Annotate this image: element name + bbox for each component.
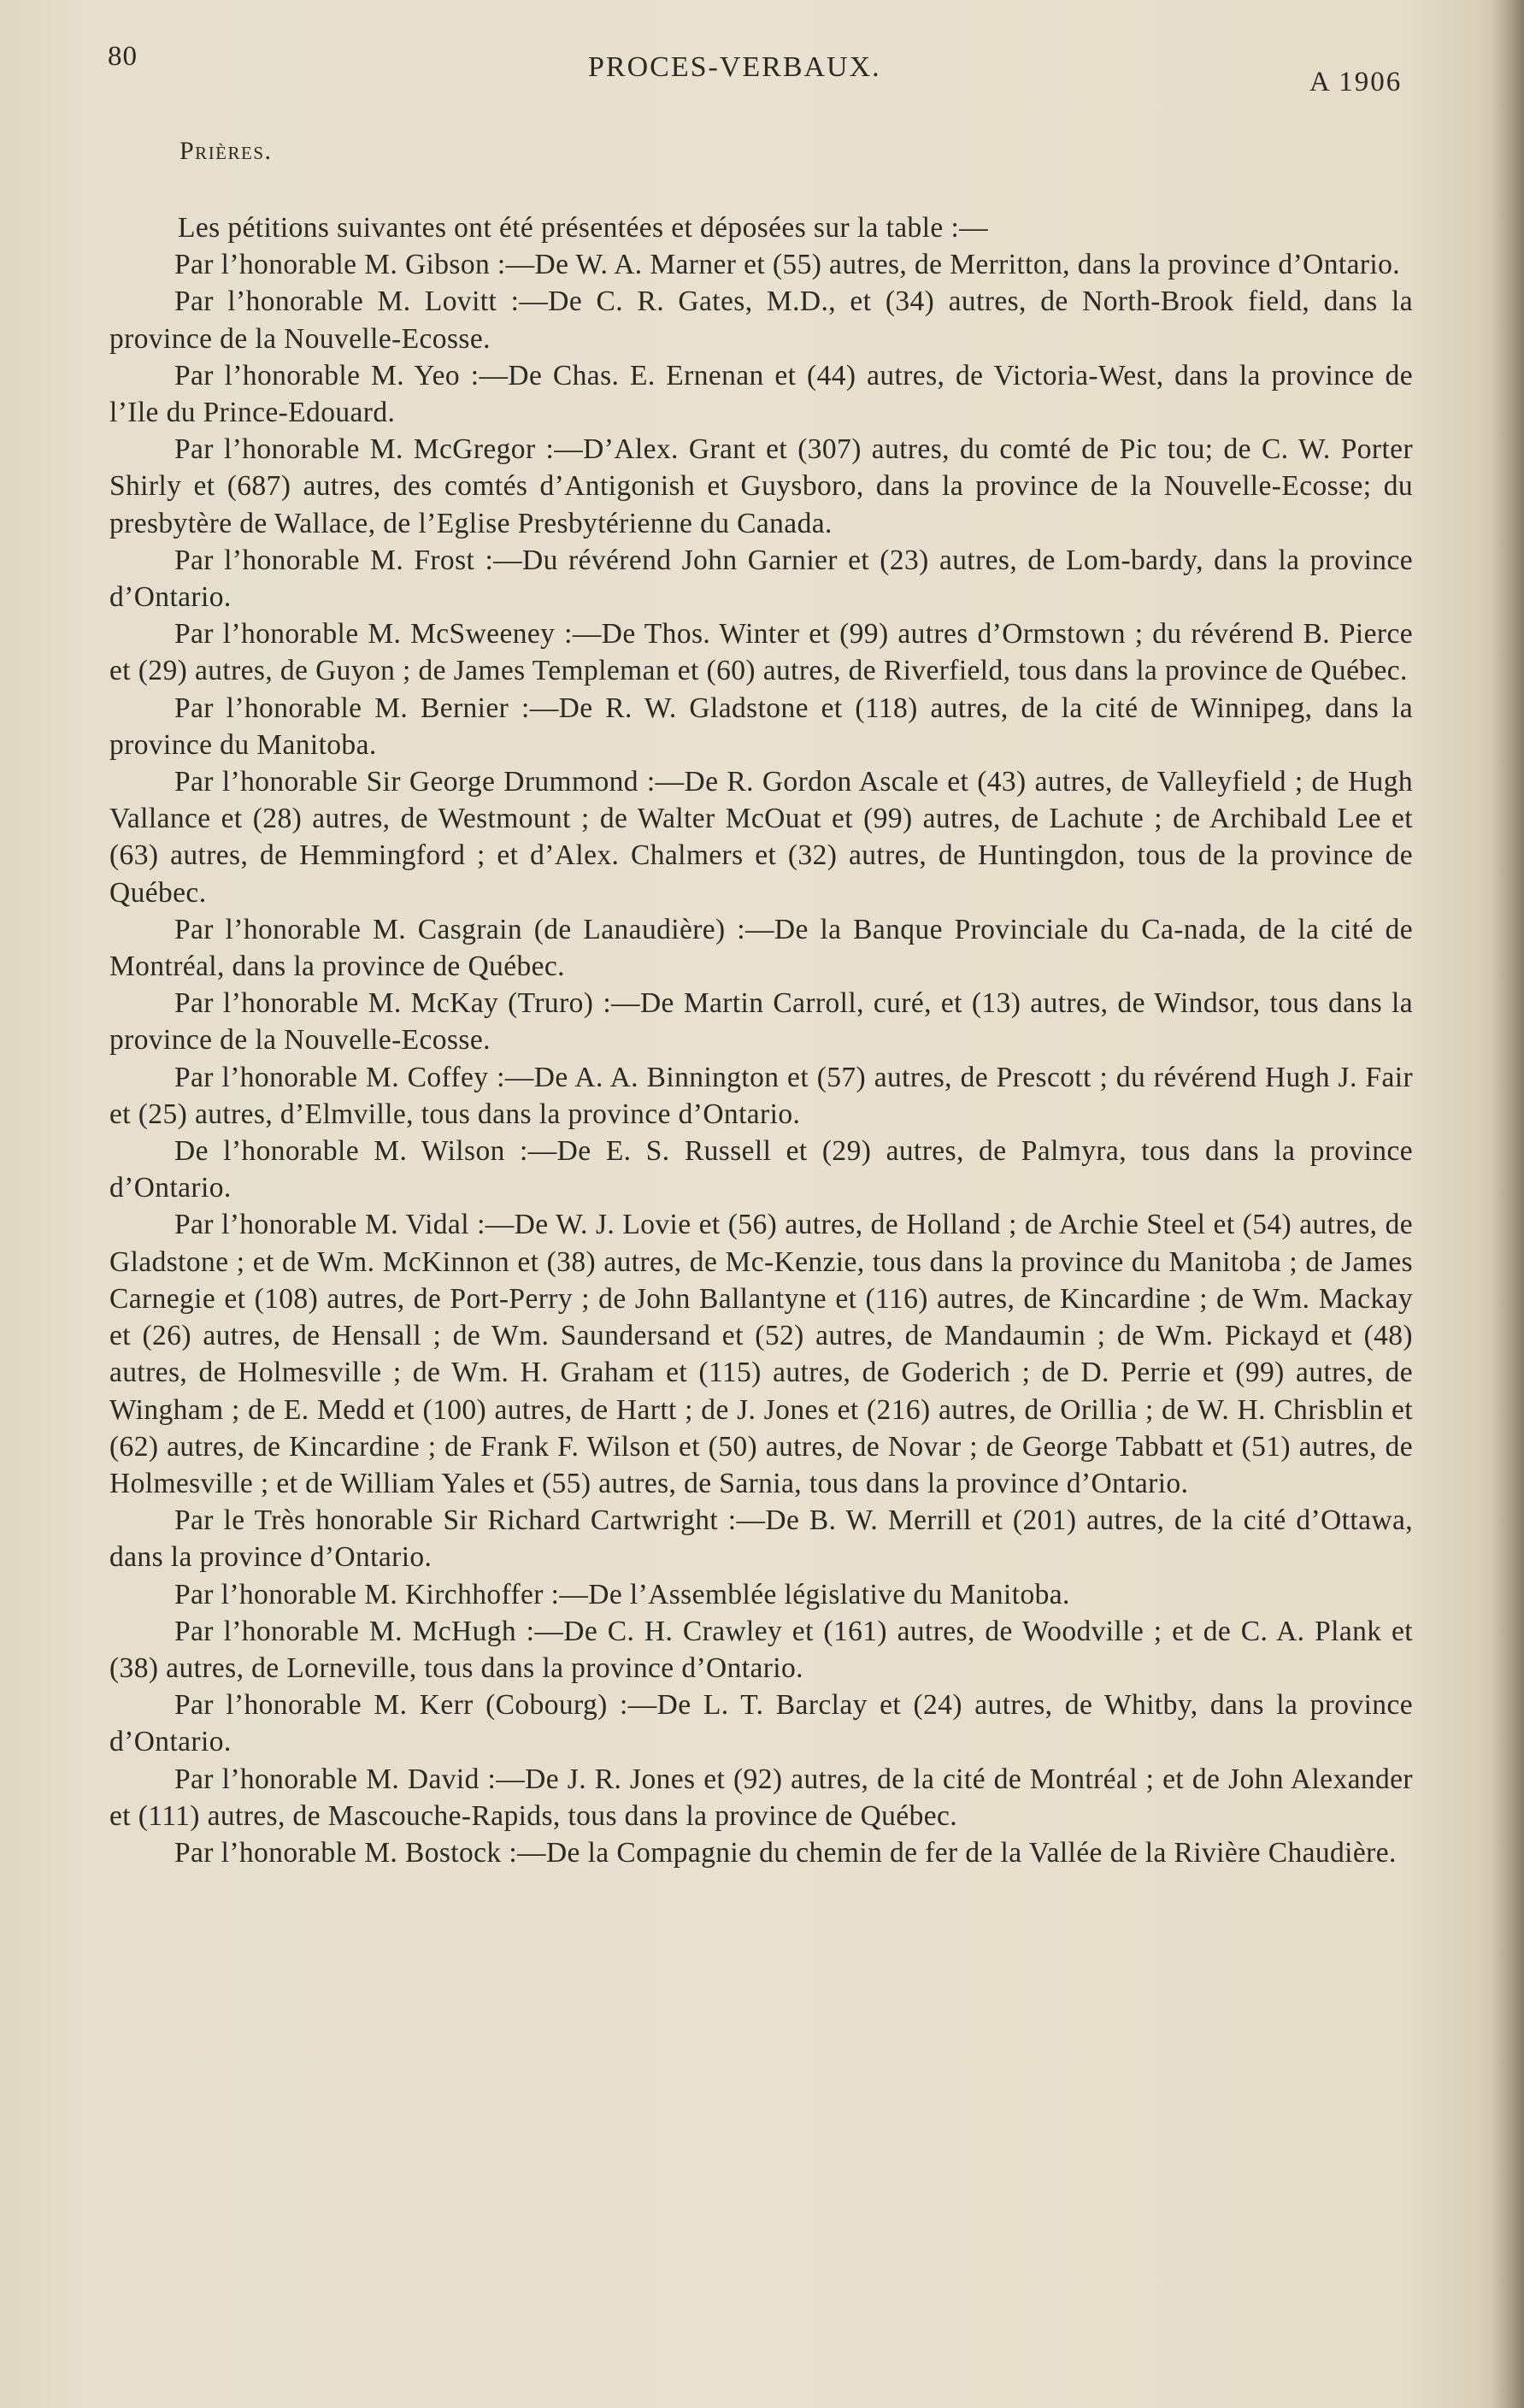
petition-paragraph: Par l’honorable M. Frost :—Du révérend John Garnier et (23) autres, de Lom-bardy, dans la province d’Ontario.: [109, 544, 1413, 614]
petition-paragraph: Par l’honorable M. McGregor :—D’Alex. Grant et (307) autres, du comté de Pic tou; de C. W. Porter Shirly et (687) autres, des comtés d’Antigonish et Guysboro, dans la province de la Nouvelle-Ecosse; du presbytère de Wallace, de l’Eglise Presbytérienne du Canada.: [109, 433, 1413, 539]
petition-paragraph: Par l’honorable M. Coffey :—De A. A. Binnington et (57) autres, de Prescott ; du révérend Hugh J. Fair et (25) autres, d’Elmville, tous dans la province d’Ontario.: [109, 1061, 1413, 1130]
petition-paragraph: Par le Très honorable Sir Richard Cartwright :—De B. W. Merrill et (201) autres, de la cité d’Ottawa, dans la province d’Ontario.: [109, 1504, 1413, 1574]
session-year: A 1906: [1309, 67, 1403, 97]
page-header: [0, 41, 1524, 97]
binding-shadow: [1492, 0, 1524, 2408]
petition-paragraph: Par l’honorable M. Bernier :—De R. W. Gladstone et (118) autres, de la cité de Winnipeg, dans la province du Manitoba.: [109, 692, 1413, 761]
petition-paragraph: Par l’honorable M. McHugh :—De C. H. Crawley et (161) autres, de Woodville ; et de C. A. Plank et (38) autres, de Lorneville, tous dans la province d’Ontario.: [109, 1615, 1413, 1684]
petition-paragraph: Par l’honorable Sir George Drummond :—De R. Gordon Ascale et (43) autres, de Valleyfield ; de Hugh Vallance et (28) autres, de Westmount ; de Walter McOuat et (99) autres, de Lachute ; de Archibald Lee et (63) autres, de Hemmingford ; et d’Alex. Chalmers et (32) autres, de Huntingdon, tous de la province de Québec.: [109, 766, 1413, 909]
petitions-intro: Les pétitions suivantes ont été présentées et déposées sur la table :—: [178, 212, 989, 244]
section-heading: Prières.: [179, 137, 273, 165]
running-title: PROCES-VERBAUX.: [588, 51, 881, 83]
petition-paragraph: Par l’honorable M. David :—De J. R. Jones et (92) autres, de la cité de Montréal ; et de John Alexander et (111) autres, de Mascouche-Rapids, tous dans la province de Québec.: [109, 1763, 1413, 1832]
petition-paragraph: Par l’honorable M. Gibson :—De W. A. Marner et (55) autres, de Merritton, dans la province d’Ontario.: [174, 249, 1401, 281]
petition-paragraph: Par l’honorable M. Lovitt :—De C. R. Gates, M.D., et (34) autres, de North-Brook field, dans la province de la Nouvelle-Ecosse.: [109, 286, 1413, 355]
petition-paragraph: De l’honorable M. Wilson :—De E. S. Russell et (29) autres, de Palmyra, tous dans la province d’Ontario.: [109, 1135, 1413, 1204]
petition-paragraph: Par l’honorable M. Vidal :—De W. J. Lovie et (56) autres, de Holland ; de Archie Steel et (54) autres, de Gladstone ; et de Wm. McKinnon et (38) autres, de Mc-Kenzie, tous dans la province du Manitoba ; de James Carnegie et (108) autres, de Port-Perry ; de John Ballantyne et (116) autres, de Kincardine ; de Wm. Mackay et (26) autres, de Hensall ; de Wm. Saundersand et (52) autres, de Mandaumin ; de Wm. Pickayd et (48) autres, de Holmesville ; de Wm. H. Graham et (115) autres, de Goderich ; de D. Perrie et (99) autres, de Wingham ; de E. Medd et (100) autres, de Hartt ; de J. Jones et (216) autres, de Orillia ; de W. H. Chrisblin et (62) autres, de Kincardine ; de Frank F. Wilson et (50) autres, de Novar ; de George Tabbatt et (51) autres, de Holmesville ; et de William Yales et (55) autres, de Sarnia, tous dans la province d’Ontario.: [109, 1209, 1413, 1499]
page-number: 80: [108, 41, 138, 72]
petition-paragraph: Par l’honorable M. Casgrain (de Lanaudière) :—De la Banque Provinciale du Ca-nada, de la cité de Montréal, dans la province de Québec.: [109, 913, 1413, 983]
petitions-body: [109, 209, 1413, 1871]
petition-paragraph: Par l’honorable M. McKay (Truro) :—De Martin Carroll, curé, et (13) autres, de Windsor, tous dans la province de la Nouvelle-Ecosse.: [109, 987, 1413, 1057]
petition-paragraph: Par l’honorable M. Kirchhoffer :—De l’Assemblée législative du Manitoba.: [174, 1578, 1070, 1610]
petition-paragraph: Par l’honorable M. McSweeney :—De Thos. Winter et (99) autres d’Ormstown ; du révérend B. Pierce et (29) autres, de Guyon ; de James Templeman et (60) autres, de Riverfield, tous dans la province de Québec.: [109, 618, 1413, 687]
petition-paragraph: Par l’honorable M. Kerr (Cobourg) :—De L. T. Barclay et (24) autres, de Whitby, dans la province d’Ontario.: [109, 1689, 1413, 1758]
petition-paragraph: Par l’honorable M. Yeo :—De Chas. E. Ernenan et (44) autres, de Victoria-West, dans la province de l’Ile du Prince-Edouard.: [109, 359, 1413, 429]
petition-paragraph: Par l’honorable M. Bostock :—De la Compagnie du chemin de fer de la Vallée de la Rivière Chaudière.: [174, 1836, 1397, 1869]
